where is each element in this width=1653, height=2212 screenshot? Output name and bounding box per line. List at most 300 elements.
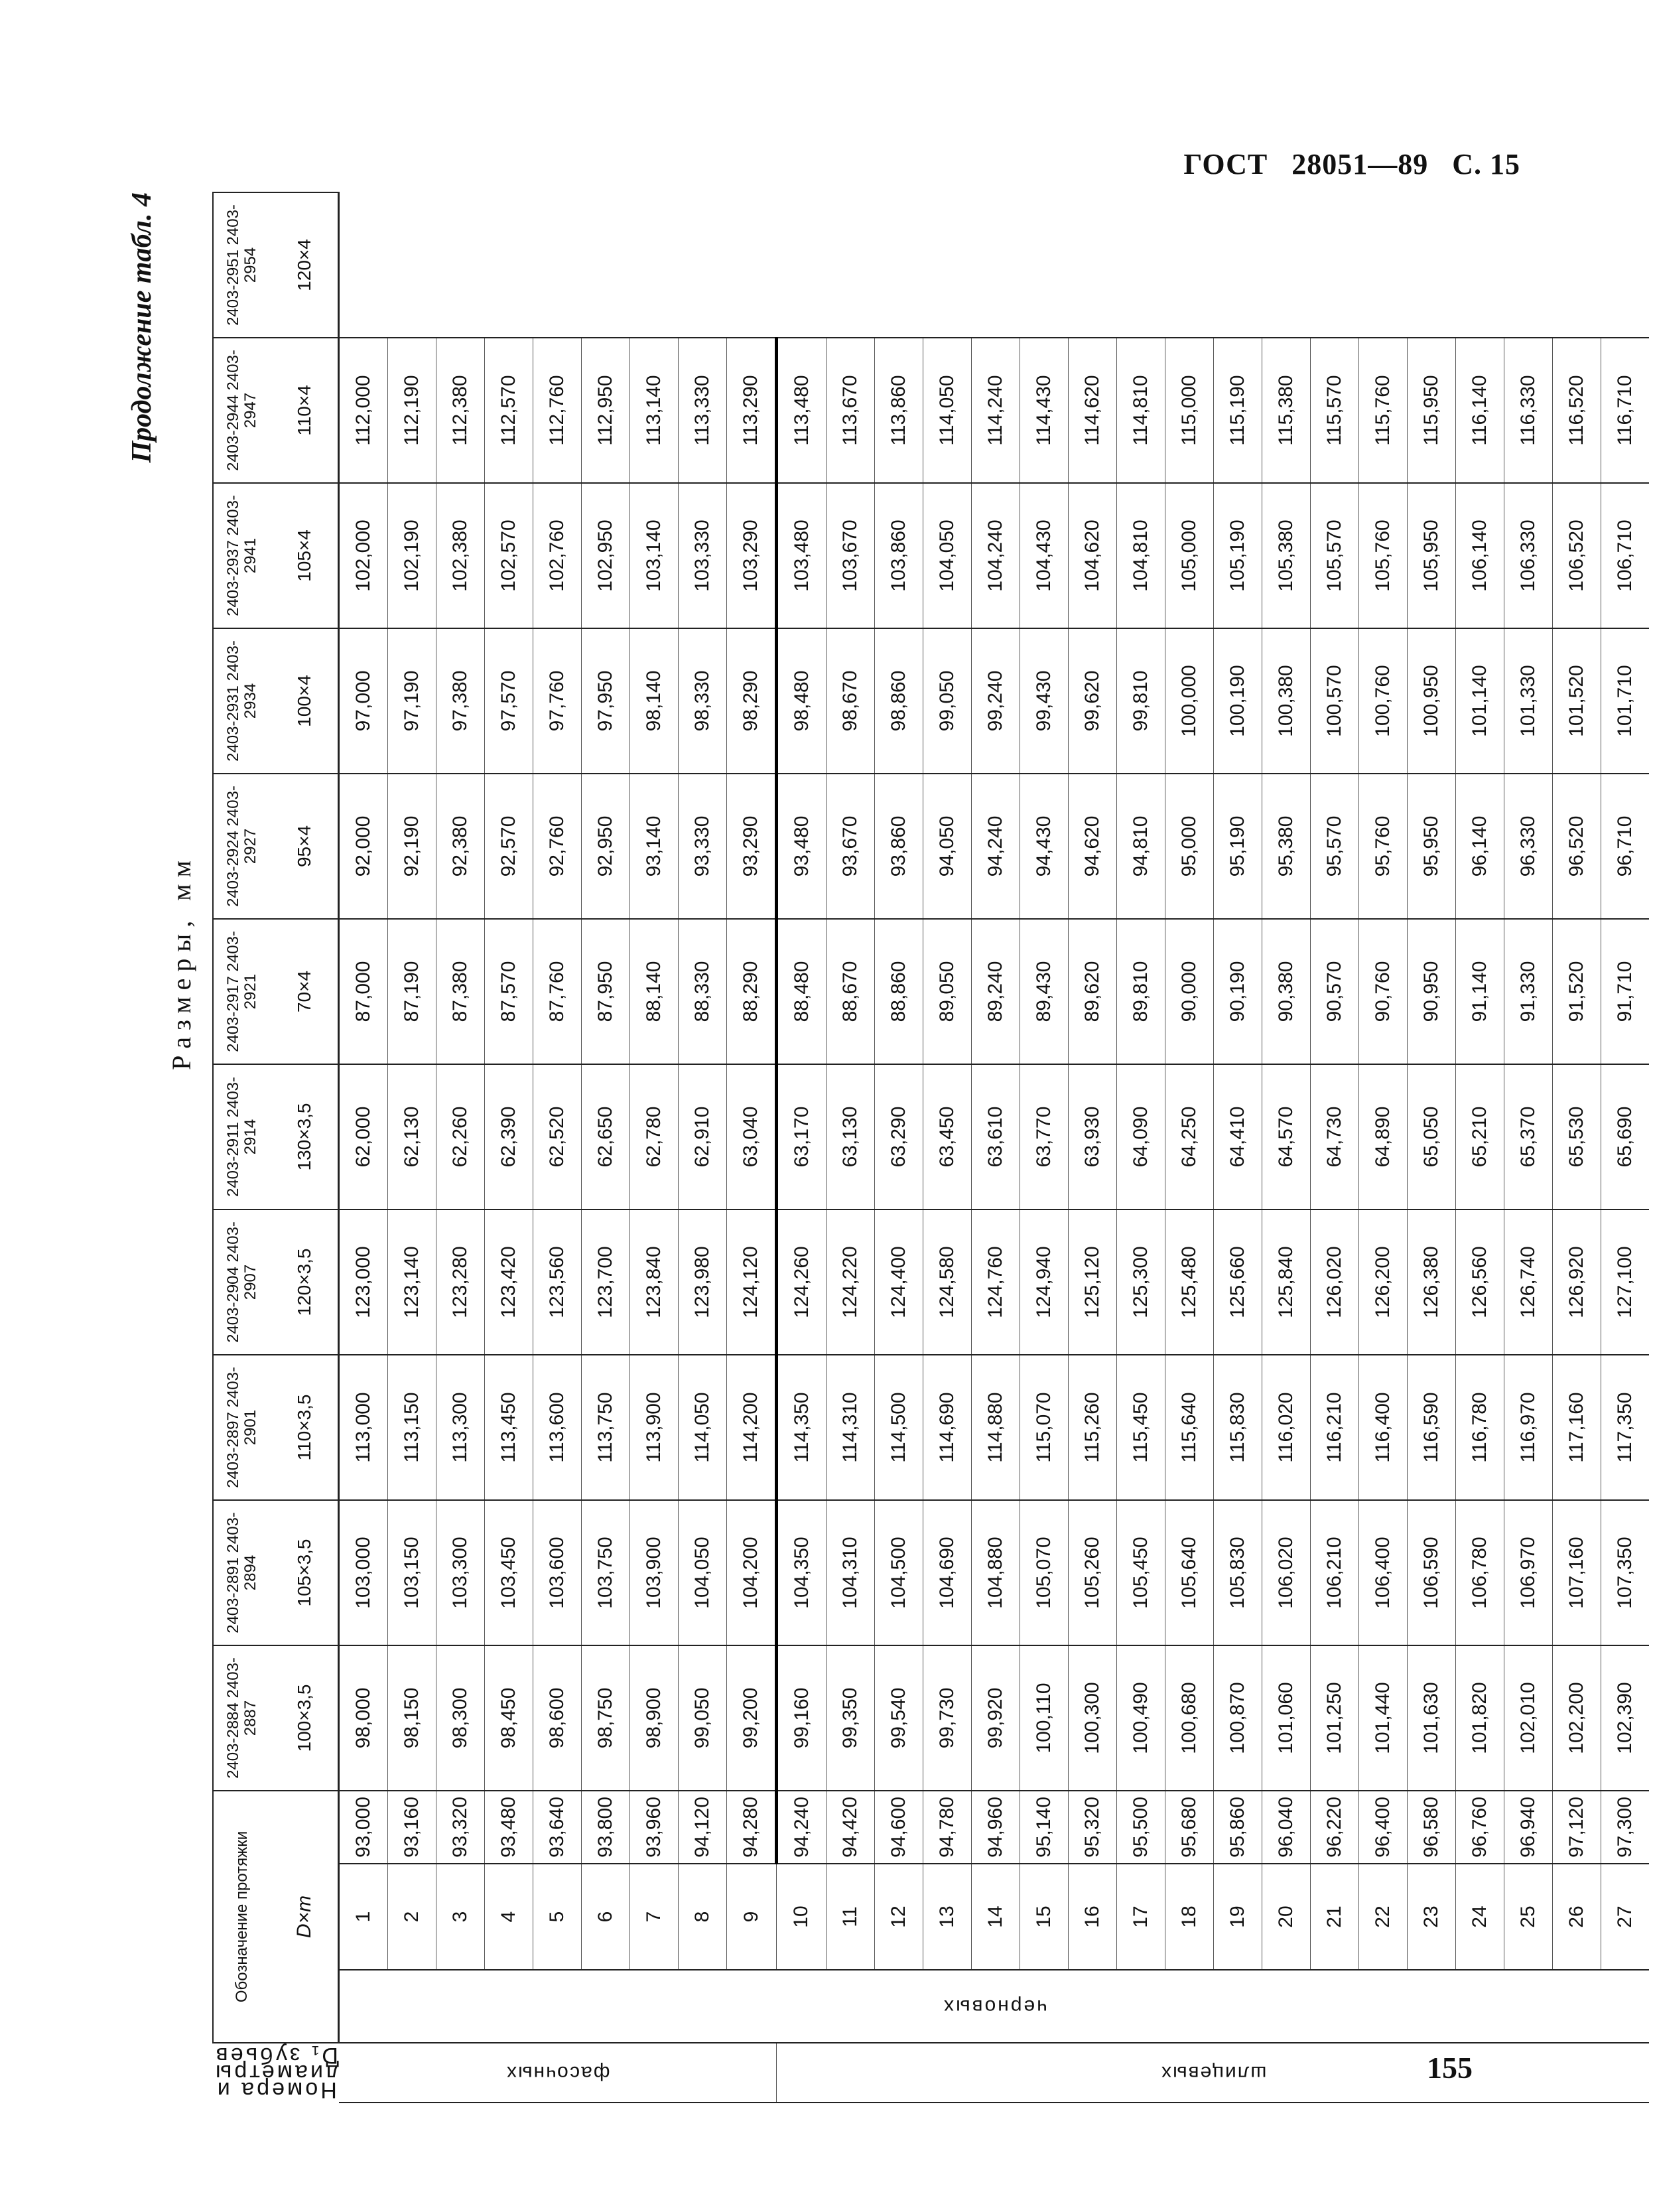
rotated-table-block (126, 192, 1636, 2103)
diameter-value: 63,130 (826, 1064, 875, 1210)
diameter-value: 113,330 (679, 338, 727, 483)
diameter-value: 96,400 (1359, 1791, 1408, 1864)
tooth-number: 12 (875, 1864, 923, 1970)
diameter-value: 94,780 (923, 1791, 972, 1864)
diameter-value: 112,190 (388, 338, 436, 483)
diameter-value: 90,760 (1359, 919, 1408, 1064)
diameter-value: 116,400 (1359, 1355, 1408, 1500)
diameter-value: 101,440 (1359, 1645, 1408, 1791)
diameter-value: 100,870 (1214, 1645, 1262, 1791)
diameter-value: 106,520 (1553, 483, 1601, 628)
diameter-value: 64,730 (1311, 1064, 1359, 1210)
diameter-value: 87,760 (533, 919, 582, 1064)
diameter-value: 95,680 (1165, 1791, 1214, 1864)
diameter-value: 99,920 (972, 1645, 1020, 1791)
diameter-value: 115,000 (1165, 338, 1214, 483)
diameter-value: 64,890 (1359, 1064, 1408, 1210)
size-header-row (271, 192, 339, 2103)
diameter-value: 123,700 (582, 1210, 630, 1355)
diameter-value: 98,330 (679, 628, 727, 774)
diameter-value: 92,380 (436, 774, 485, 919)
tooth-number: 26 (1553, 1864, 1601, 1970)
diameter-value: 123,560 (533, 1210, 582, 1355)
side-title-cell (213, 2043, 339, 2103)
diameter-value: 105,760 (1359, 483, 1408, 628)
diameter-value: 114,350 (777, 1355, 826, 1500)
diameter-value: 100,110 (1020, 1645, 1069, 1791)
diameter-value: 106,780 (1456, 1500, 1504, 1645)
diameter-value: 104,810 (1117, 483, 1165, 628)
diameter-value: 89,810 (1117, 919, 1165, 1064)
diameter-value: 88,670 (826, 919, 875, 1064)
diameter-value: 63,170 (777, 1064, 826, 1210)
diameter-value: 102,200 (1553, 1645, 1601, 1791)
diameter-value: 116,590 (1408, 1355, 1456, 1500)
diameter-value: 115,260 (1069, 1355, 1117, 1500)
diameter-value: 103,670 (826, 483, 875, 628)
table-row (533, 192, 582, 2103)
table-row (339, 192, 388, 2103)
group-rough (339, 1970, 1650, 2043)
diameter-value: 91,520 (1553, 919, 1601, 1064)
diameter-value: 113,150 (388, 1355, 436, 1500)
diameter-value: 95,860 (1214, 1791, 1262, 1864)
table-row (1214, 192, 1262, 2103)
table-row (436, 192, 485, 2103)
diameter-value: 114,500 (875, 1355, 923, 1500)
diameter-value: 104,350 (777, 1500, 826, 1645)
tooth-number: 22 (1359, 1864, 1408, 1970)
diameter-value: 93,800 (582, 1791, 630, 1864)
diameter-value: 103,480 (777, 483, 826, 628)
diameter-value: 102,190 (388, 483, 436, 628)
diameter-value: 127,100 (1601, 1210, 1650, 1355)
diameter-value: 93,860 (875, 774, 923, 919)
diameter-value: 89,620 (1069, 919, 1117, 1064)
group-shaped (339, 2043, 777, 2103)
diameter-value: 97,950 (582, 628, 630, 774)
diameter-value: 88,860 (875, 919, 923, 1064)
diameter-value: 98,750 (582, 1645, 630, 1791)
code-header-row (213, 192, 271, 2103)
diameter-value: 99,200 (727, 1645, 777, 1791)
tooth-number: 20 (1262, 1864, 1311, 1970)
diameter-value: 126,560 (1456, 1210, 1504, 1355)
table-row (1553, 192, 1601, 2103)
dxm-label: D×m (271, 1791, 339, 2043)
diameter-value: 104,050 (923, 483, 972, 628)
table-row (1408, 192, 1456, 2103)
diameter-value: 101,710 (1601, 628, 1650, 774)
col-size: 130×3,5 (271, 1064, 339, 1210)
diameter-value: 123,140 (388, 1210, 436, 1355)
diameter-value: 93,670 (826, 774, 875, 919)
tooth-number: 17 (1117, 1864, 1165, 1970)
diameter-value: 87,380 (436, 919, 485, 1064)
diameter-value: 114,240 (972, 338, 1020, 483)
diameter-value: 93,290 (727, 774, 777, 919)
diameter-value: 115,070 (1020, 1355, 1069, 1500)
diameter-value: 104,500 (875, 1500, 923, 1645)
diameter-value: 113,290 (727, 338, 777, 483)
diameter-value: 105,640 (1165, 1500, 1214, 1645)
diameter-value: 99,240 (972, 628, 1020, 774)
diameter-value: 124,400 (875, 1210, 923, 1355)
col-size: 100×3,5 (271, 1645, 339, 1791)
diameter-value: 106,020 (1262, 1500, 1311, 1645)
diameter-value: 100,570 (1311, 628, 1359, 774)
diameter-value: 123,840 (630, 1210, 679, 1355)
diameter-value: 95,000 (1165, 774, 1214, 919)
diameter-value: 126,020 (1311, 1210, 1359, 1355)
diameter-value: 98,150 (388, 1645, 436, 1791)
col-size: 105×4 (271, 483, 339, 628)
diameter-value: 106,590 (1408, 1500, 1456, 1645)
diameter-value: 95,190 (1214, 774, 1262, 919)
diameter-value: 115,190 (1214, 338, 1262, 483)
tooth-number: 7 (630, 1864, 679, 1970)
diameter-value: 126,200 (1359, 1210, 1408, 1355)
diameter-value: 95,570 (1311, 774, 1359, 919)
sizes-title: Размеры, мм (166, 854, 196, 1070)
diameter-value: 104,430 (1020, 483, 1069, 628)
group-rough-label: черновых (941, 1996, 1047, 2018)
diameter-value: 92,950 (582, 774, 630, 919)
table-row (582, 192, 630, 2103)
diameter-value: 116,780 (1456, 1355, 1504, 1500)
diameter-value: 115,950 (1408, 338, 1456, 483)
diameter-value: 113,860 (875, 338, 923, 483)
diameter-value: 97,120 (1553, 1791, 1601, 1864)
diameter-value: 92,570 (485, 774, 533, 919)
diameter-value: 105,260 (1069, 1500, 1117, 1645)
diameter-value: 114,050 (679, 1355, 727, 1500)
diameter-value: 98,290 (727, 628, 777, 774)
diameter-value: 90,000 (1165, 919, 1214, 1064)
diameter-value: 105,450 (1117, 1500, 1165, 1645)
diameter-value: 123,420 (485, 1210, 533, 1355)
diameter-value: 107,160 (1553, 1500, 1601, 1645)
group-spline (777, 2043, 1650, 2103)
tooth-number: 8 (679, 1864, 727, 1970)
diameter-value: 113,140 (630, 338, 679, 483)
col-code: 2403-2911 2403-2914 (213, 1064, 271, 1210)
diameter-value: 103,150 (388, 1500, 436, 1645)
tooth-number: 9 (727, 1864, 777, 1970)
diameter-value: 114,620 (1069, 338, 1117, 483)
diameter-value: 116,140 (1456, 338, 1504, 483)
diameter-value: 98,900 (630, 1645, 679, 1791)
diameter-value: 99,810 (1117, 628, 1165, 774)
diameter-value: 94,240 (777, 1791, 826, 1864)
tooth-number: 4 (485, 1864, 533, 1970)
diameter-value: 106,140 (1456, 483, 1504, 628)
diameter-value: 92,760 (533, 774, 582, 919)
diameter-value: 126,740 (1504, 1210, 1553, 1355)
diameter-value: 96,580 (1408, 1791, 1456, 1864)
diameter-value: 96,040 (1262, 1791, 1311, 1864)
diameter-value: 114,050 (923, 338, 972, 483)
diameter-value: 112,380 (436, 338, 485, 483)
diameter-value: 114,200 (727, 1355, 777, 1500)
diameter-value: 114,310 (826, 1355, 875, 1500)
diameter-value: 96,710 (1601, 774, 1650, 919)
diameter-value: 105,570 (1311, 483, 1359, 628)
diameter-value: 97,300 (1601, 1791, 1650, 1864)
table-row (1504, 192, 1553, 2103)
diameter-value: 89,240 (972, 919, 1020, 1064)
tooth-number: 11 (826, 1864, 875, 1970)
diameter-value: 97,570 (485, 628, 533, 774)
table-caption: Продолжение табл. 4 (127, 192, 157, 463)
diameter-value: 101,060 (1262, 1645, 1311, 1791)
diameter-value: 93,330 (679, 774, 727, 919)
diameter-value: 99,620 (1069, 628, 1117, 774)
diameter-value: 103,450 (485, 1500, 533, 1645)
tooth-number: 16 (1069, 1864, 1117, 1970)
diameter-value: 103,290 (727, 483, 777, 628)
diameter-value: 96,520 (1553, 774, 1601, 919)
diameter-value: 115,450 (1117, 1355, 1165, 1500)
diameter-value: 101,140 (1456, 628, 1504, 774)
diameter-value: 123,280 (436, 1210, 485, 1355)
diameter-value: 63,040 (727, 1064, 777, 1210)
diameter-value: 113,600 (533, 1355, 582, 1500)
diameter-value: 107,350 (1601, 1500, 1650, 1645)
diameter-value: 113,300 (436, 1355, 485, 1500)
diameter-value: 113,670 (826, 338, 875, 483)
diameter-value: 126,380 (1408, 1210, 1456, 1355)
diameter-value: 63,290 (875, 1064, 923, 1210)
diameter-value: 103,860 (875, 483, 923, 628)
diameter-value: 104,310 (826, 1500, 875, 1645)
diameter-value: 93,140 (630, 774, 679, 919)
page-header (1159, 147, 1520, 181)
tooth-number: 14 (972, 1864, 1020, 1970)
diameter-value: 124,120 (727, 1210, 777, 1355)
diameter-value: 62,260 (436, 1064, 485, 1210)
group-shaped-label: фасочных (505, 2062, 610, 2084)
diameter-value: 62,520 (533, 1064, 582, 1210)
table-row (1359, 192, 1408, 2103)
diameter-value: 103,900 (630, 1500, 679, 1645)
diameter-value: 102,390 (1601, 1645, 1650, 1791)
col-code: 2403-2904 2403-2907 (213, 1210, 271, 1355)
diameter-value: 62,780 (630, 1064, 679, 1210)
diameter-value: 125,300 (1117, 1210, 1165, 1355)
table-row (1069, 192, 1117, 2103)
diameter-value: 98,670 (826, 628, 875, 774)
diameter-value: 123,000 (339, 1210, 388, 1355)
diameter-value: 65,050 (1408, 1064, 1456, 1210)
diameter-value: 113,450 (485, 1355, 533, 1500)
diameter-value: 116,520 (1553, 338, 1601, 483)
diameter-value: 62,000 (339, 1064, 388, 1210)
tooth-number: 23 (1408, 1864, 1456, 1970)
tooth-number: 24 (1456, 1864, 1504, 1970)
diameter-value: 96,220 (1311, 1791, 1359, 1864)
col-size: 105×3,5 (271, 1500, 339, 1645)
tooth-number: 5 (533, 1864, 582, 1970)
diameter-value: 93,320 (436, 1791, 485, 1864)
table-row (1117, 192, 1165, 2103)
diameter-value: 99,540 (875, 1645, 923, 1791)
diameter-value: 62,650 (582, 1064, 630, 1210)
tooth-number: 13 (923, 1864, 972, 1970)
table-row (1456, 192, 1504, 2103)
diameter-value: 114,430 (1020, 338, 1069, 483)
diameter-value: 105,950 (1408, 483, 1456, 628)
diameter-value: 104,620 (1069, 483, 1117, 628)
col-size: 95×4 (271, 774, 339, 919)
diameter-value: 105,830 (1214, 1500, 1262, 1645)
diameter-value: 98,140 (630, 628, 679, 774)
diameter-value: 99,050 (679, 1645, 727, 1791)
table-row (826, 192, 875, 2103)
diameter-value: 124,940 (1020, 1210, 1069, 1355)
diameter-value: 88,330 (679, 919, 727, 1064)
diameter-value: 101,330 (1504, 628, 1553, 774)
page-number: 155 (1427, 2051, 1473, 2085)
tooth-number: 27 (1601, 1864, 1650, 1970)
table-row (388, 192, 436, 2103)
table-row (875, 192, 923, 2103)
diameter-value: 105,000 (1165, 483, 1214, 628)
diameter-value: 93,480 (777, 774, 826, 919)
diameter-value: 115,640 (1165, 1355, 1214, 1500)
diameter-value: 117,350 (1601, 1355, 1650, 1500)
tooth-number: 19 (1214, 1864, 1262, 1970)
table-row (727, 192, 777, 2103)
diameter-value: 116,210 (1311, 1355, 1359, 1500)
diameter-value: 96,330 (1504, 774, 1553, 919)
diameter-value: 92,190 (388, 774, 436, 919)
diameter-value: 64,090 (1117, 1064, 1165, 1210)
diameter-value: 99,430 (1020, 628, 1069, 774)
diameter-value: 94,280 (727, 1791, 777, 1864)
diameter-value: 105,380 (1262, 483, 1311, 628)
diameter-value: 113,900 (630, 1355, 679, 1500)
diameter-value: 124,260 (777, 1210, 826, 1355)
diameter-value: 62,130 (388, 1064, 436, 1210)
table-body (339, 192, 1650, 2103)
diameter-value: 102,000 (339, 483, 388, 628)
diameter-value: 106,400 (1359, 1500, 1408, 1645)
diameter-value: 104,050 (679, 1500, 727, 1645)
diameter-value: 102,380 (436, 483, 485, 628)
diameter-value: 99,050 (923, 628, 972, 774)
tooth-number: 6 (582, 1864, 630, 1970)
table-row (1311, 192, 1359, 2103)
diameter-value: 106,970 (1504, 1500, 1553, 1645)
col-code: 2403-2944 2403-2947 (213, 338, 271, 483)
diameter-value: 98,480 (777, 628, 826, 774)
diameter-value: 100,760 (1359, 628, 1408, 774)
tooth-number: 25 (1504, 1864, 1553, 1970)
tooth-number: 2 (388, 1864, 436, 1970)
table-row (1601, 192, 1650, 2103)
diameter-value: 114,810 (1117, 338, 1165, 483)
diameter-value: 104,880 (972, 1500, 1020, 1645)
col-code: 2403-2924 2403-2927 (213, 774, 271, 919)
diameter-value: 98,300 (436, 1645, 485, 1791)
diameter-value: 101,520 (1553, 628, 1601, 774)
diameter-value: 125,120 (1069, 1210, 1117, 1355)
diameter-value: 64,570 (1262, 1064, 1311, 1210)
diameter-value: 98,000 (339, 1645, 388, 1791)
diameter-value: 64,250 (1165, 1064, 1214, 1210)
table-row (777, 192, 826, 2103)
diameter-value: 100,490 (1117, 1645, 1165, 1791)
diameter-value: 102,570 (485, 483, 533, 628)
diameter-value: 89,050 (923, 919, 972, 1064)
diameter-value: 113,480 (777, 338, 826, 483)
diameter-value: 100,000 (1165, 628, 1214, 774)
col-code: 2403-2931 2403-2934 (213, 628, 271, 774)
diameter-value: 99,730 (923, 1645, 972, 1791)
col-size: 100×4 (271, 628, 339, 774)
diameter-value: 95,950 (1408, 774, 1456, 919)
col-size: 70×4 (271, 919, 339, 1064)
diameter-value: 113,750 (582, 1355, 630, 1500)
col-code: 2403-2917 2403-2921 (213, 919, 271, 1064)
diameter-value: 63,930 (1069, 1064, 1117, 1210)
diameter-value: 94,240 (972, 774, 1020, 919)
diameter-value: 104,240 (972, 483, 1020, 628)
diameter-value: 125,660 (1214, 1210, 1262, 1355)
diameter-value: 104,690 (923, 1500, 972, 1645)
diameter-value: 115,380 (1262, 338, 1311, 483)
diameter-value: 100,190 (1214, 628, 1262, 774)
diameter-value: 88,290 (727, 919, 777, 1064)
diameter-value: 112,570 (485, 338, 533, 483)
diameter-value: 93,960 (630, 1791, 679, 1864)
diameter-value: 100,950 (1408, 628, 1456, 774)
diameter-value: 90,190 (1214, 919, 1262, 1064)
diameter-value: 97,000 (339, 628, 388, 774)
diameter-value: 99,160 (777, 1645, 826, 1791)
diameter-value: 65,530 (1553, 1064, 1601, 1210)
diameter-value: 101,630 (1408, 1645, 1456, 1791)
diameter-value: 96,940 (1504, 1791, 1553, 1864)
diameter-value: 90,570 (1311, 919, 1359, 1064)
designation-label: Обозначение протяжки (213, 1791, 271, 2043)
tooth-number: 18 (1165, 1864, 1214, 1970)
diameter-value: 94,810 (1117, 774, 1165, 919)
diameter-value: 94,050 (923, 774, 972, 919)
diameter-value: 103,000 (339, 1500, 388, 1645)
diameter-value: 106,210 (1311, 1500, 1359, 1645)
diameter-value: 116,330 (1504, 338, 1553, 483)
diameter-value: 93,640 (533, 1791, 582, 1864)
diameter-value: 101,820 (1456, 1645, 1504, 1791)
diameter-value: 99,350 (826, 1645, 875, 1791)
diameter-value: 117,160 (1553, 1355, 1601, 1500)
diameter-value: 91,330 (1504, 919, 1553, 1064)
group-spline-label: шлицевых (1159, 2062, 1266, 2084)
diameter-value: 103,140 (630, 483, 679, 628)
tooth-number: 1 (339, 1864, 388, 1970)
diameter-value: 94,120 (679, 1791, 727, 1864)
diameter-value: 123,980 (679, 1210, 727, 1355)
diameter-value: 62,910 (679, 1064, 727, 1210)
diameter-value: 98,860 (875, 628, 923, 774)
diameter-value: 102,950 (582, 483, 630, 628)
diameter-value: 103,600 (533, 1500, 582, 1645)
diameter-value: 115,570 (1311, 338, 1359, 483)
diameter-value: 101,250 (1311, 1645, 1359, 1791)
diameter-value: 112,950 (582, 338, 630, 483)
